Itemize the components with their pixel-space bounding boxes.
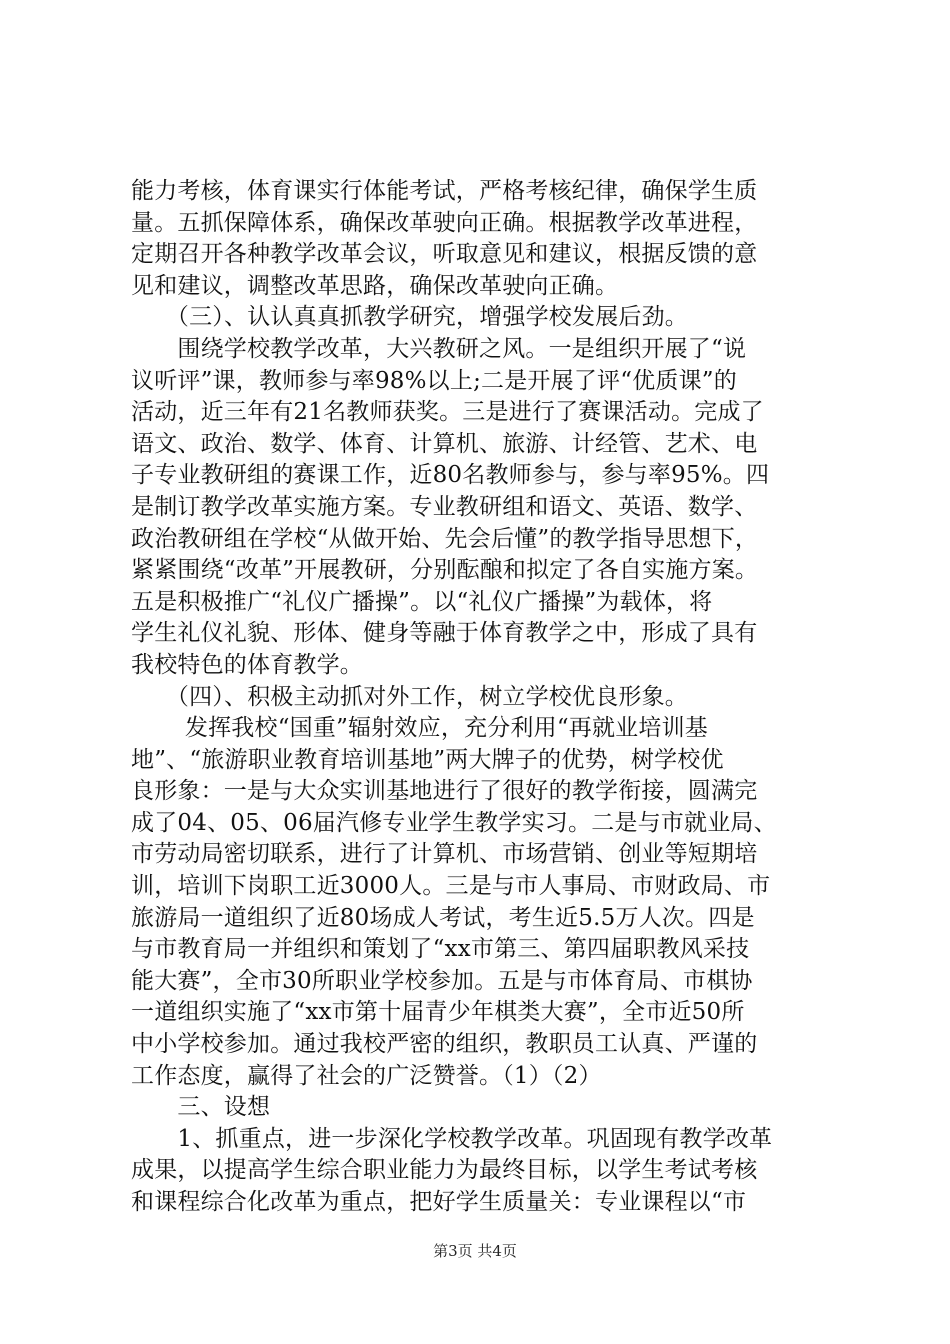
text-line: 1、抓重点，进一步深化学校教学改革。巩固现有教学改革 (131, 1125, 773, 1152)
text-line: 紧紧围绕“改革”开展教研，分别酝酿和拟定了各自实施方案。 (131, 557, 759, 584)
text-line: 成了04、05、06届汽修专业学生教学实习。二是与市就业局、 (131, 809, 777, 836)
text-line: 五是积极推广“礼仪广播操”。以“礼仪广播操”为载体，将 (131, 588, 713, 615)
text-line: 活动，近三年有21名教师获奖。三是进行了赛课活动。完成了 (131, 399, 764, 426)
text-line: 地”、“旅游职业教育培训基地”两大牌子的优势，树学校优 (131, 746, 724, 773)
text-line: 一道组织实施了“xx市第十届青少年棋类大赛”，全市近50所 (131, 999, 745, 1026)
text-line: 见和建议，调整改革思路，确保改革驶向正确。 (131, 272, 619, 299)
text-line: 围绕学校教学改革，大兴教研之风。一是组织开展了“说 (131, 335, 747, 362)
page-footer: 第3页 共4页 (433, 1242, 517, 1260)
text-line: 政治教研组在学校“从做开始、先会后懂”的教学指导思想下， (131, 525, 759, 552)
text-line: 与市教育局一并组织和策划了“xx市第三、第四届职教风采技 (131, 936, 750, 963)
text-line: 我校特色的体育教学。 (131, 651, 363, 678)
text-line: 中小学校参加。通过我校严密的组织，教职员工认真、严谨的 (131, 1031, 758, 1058)
text-line: 量。五抓保障体系，确保改革驶向正确。根据教学改革进程， (131, 209, 758, 236)
text-line: 学生礼仪礼貌、形体、健身等融于体育教学之中，形成了具有 (131, 620, 758, 647)
body-text (131, 176, 831, 1219)
text-line: 三、设想 (131, 1094, 271, 1121)
text-line: 是制订教学改革实施方案。专业教研组和语文、英语、数学、 (131, 493, 758, 520)
text-line: 语文、政治、数学、体育、计算机、旅游、计经管、艺术、电 (131, 430, 758, 457)
text-line: 议听评”课，教师参与率98%以上;二是开展了评“优质课”的 (131, 367, 737, 394)
text-line: 子专业教研组的赛课工作，近80名教师参与，参与率95%。四 (131, 462, 770, 489)
text-line: 发挥我校“国重”辐射效应，充分利用“再就业培训基 (131, 715, 708, 742)
text-line: 成果，以提高学生综合职业能力为最终目标，以学生考试考核 (131, 1157, 758, 1184)
text-line: 定期召开各种教学改革会议，听取意见和建议，根据反馈的意 (131, 241, 758, 268)
text-line: 能力考核，体育课实行体能考试，严格考核纪律，确保学生质 (131, 178, 758, 204)
text-line: 旅游局一道组织了近80场成人考试，考生近5.5万人次。四是 (131, 904, 755, 931)
text-line: 工作态度，赢得了社会的广泛赞誉。（1）（2） (131, 1062, 602, 1089)
text-line: 和课程综合化改革为重点，把好学生质量关：专业课程以“市 (131, 1189, 747, 1215)
text-line: （三）、认认真真抓教学研究，增强学校发展后劲。 (131, 304, 688, 331)
text-line: 良形象：一是与大众实训基地进行了很好的教学衔接，圆满完 (131, 778, 758, 805)
text-line: 市劳动局密切联系，进行了计算机、市场营销、创业等短期培 (131, 841, 758, 868)
text-line: 训，培训下岗职工近3000人。三是与市人事局、市财政局、市 (131, 873, 771, 900)
text-line: （四）、积极主动抓对外工作，树立学校优良形象。 (131, 683, 688, 710)
text-line: 能大赛”，全市30所职业学校参加。五是与市体育局、市棋协 (131, 967, 753, 994)
